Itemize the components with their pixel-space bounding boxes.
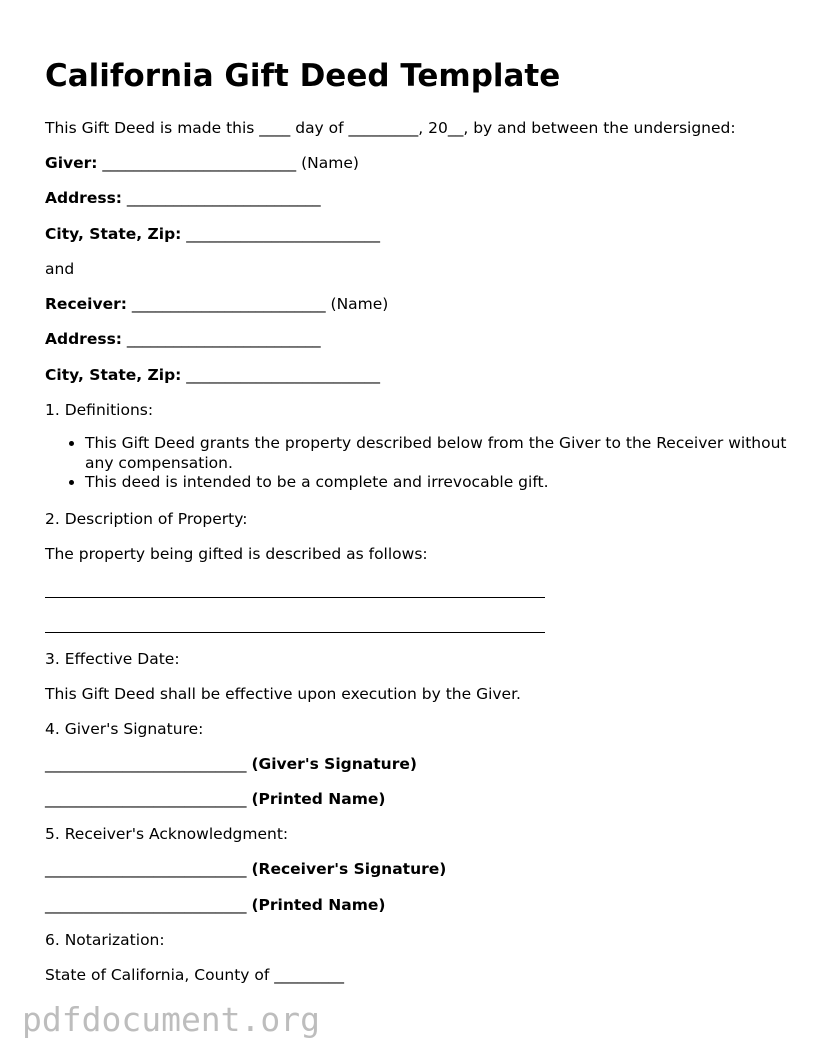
intro-text: This Gift Deed is made this ____ day of _________, 20__, by and between the undersigned: [45,119,736,137]
giver-signature-row [45,754,417,774]
giver-printed-name-field[interactable]: __________________________ [45,790,252,808]
notarization-heading: 6. Notarization: [45,931,165,949]
giver-signature-label: (Giver's Signature) [251,755,417,773]
receiver-name-row [45,294,388,314]
notarization-text: State of California, County of _________ [45,966,345,984]
definitions-heading: 1. Definitions: [45,401,154,419]
giver-signature-heading: 4. Giver's Signature: [45,720,204,738]
receiver-signature-label: (Receiver's Signature) [251,860,447,878]
definitions-list [45,434,795,493]
giver-signature-field[interactable]: __________________________ [45,755,252,773]
document-title: California Gift Deed Template [45,58,561,94]
giver-city-label: City, State, Zip: [45,225,182,243]
property-description-line-2[interactable] [45,632,545,633]
receiver-signature-field[interactable]: __________________________ [45,860,252,878]
receiver-city-field[interactable]: _________________________ [181,366,381,384]
giver-address-field[interactable]: _________________________ [122,189,321,207]
list-item: • This Gift Deed grants the property described below from the Giver to the Receiver without any compensation. [85,434,795,473]
receiver-printed-name-label: (Printed Name) [251,896,386,914]
receiver-address-label: Address: [45,330,122,348]
giver-city-field[interactable]: _________________________ [181,225,381,243]
giver-printed-name-label: (Printed Name) [251,790,386,808]
giver-address-label: Address: [45,189,122,207]
receiver-ack-heading: 5. Receiver's Acknowledgment: [45,825,289,843]
receiver-printed-name-field[interactable]: __________________________ [45,896,252,914]
description-heading: 2. Description of Property: [45,510,248,528]
giver-name-field[interactable]: _________________________ (Name) [97,154,359,172]
property-description-line-1[interactable] [45,597,545,598]
giver-address-row [45,188,321,208]
effective-heading: 3. Effective Date: [45,650,180,668]
watermark: pdfdocument.org [22,1000,321,1039]
receiver-label: Receiver: [45,295,127,313]
receiver-name-field[interactable]: _________________________ (Name) [126,295,389,313]
receiver-city-label: City, State, Zip: [45,366,182,384]
description-text: The property being gifted is described as follows: [45,545,428,563]
list-item: • This deed is intended to be a complete and irrevocable gift. [85,473,795,493]
receiver-city-row [45,365,380,385]
receiver-printed-name-row [45,895,385,915]
giver-label: Giver: [45,154,98,172]
and-text: and [45,260,75,278]
receiver-address-field[interactable]: _________________________ [122,330,321,348]
effective-text: This Gift Deed shall be effective upon execution by the Giver. [45,685,521,703]
receiver-address-row [45,329,321,349]
receiver-signature-row [45,859,446,879]
giver-printed-name-row [45,789,385,809]
giver-name-row [45,153,359,173]
giver-city-row [45,224,380,244]
